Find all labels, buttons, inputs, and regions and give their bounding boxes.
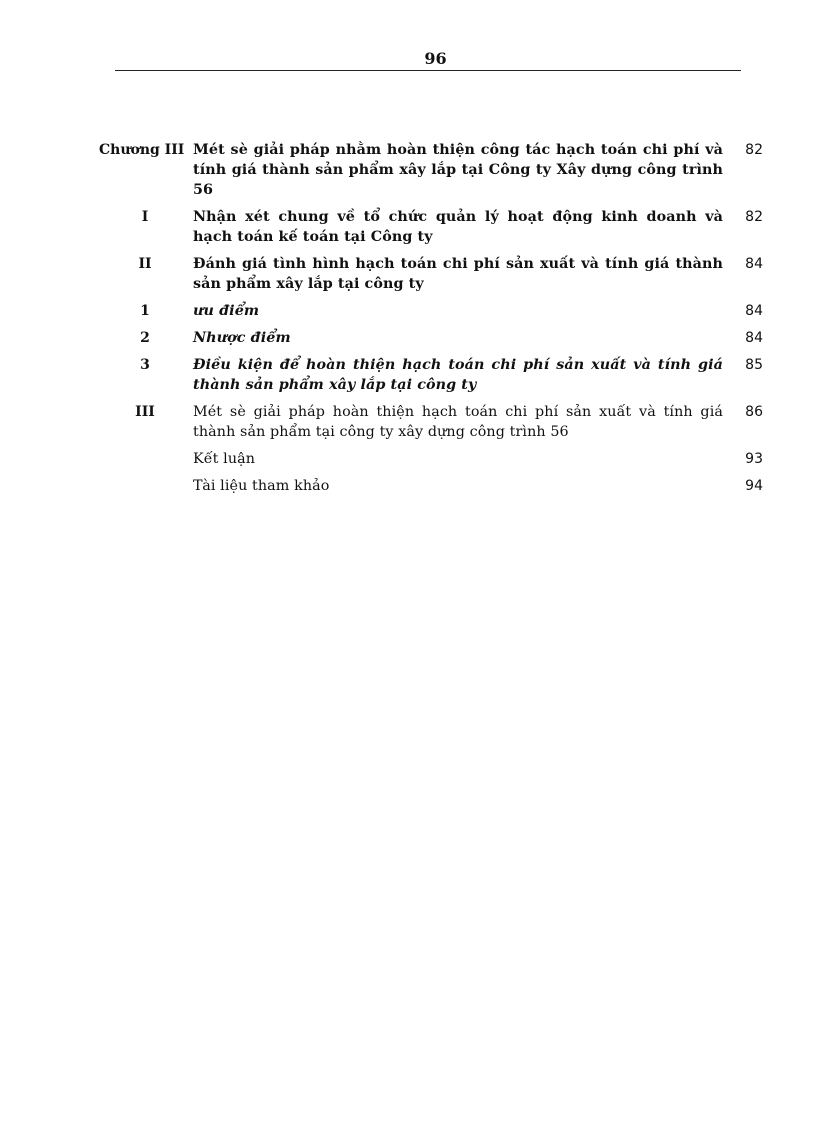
page-number: 96: [424, 49, 447, 68]
toc-row-title: Điều kiện để hoàn thiện hạch toán chi phí sản xuất và tính giá thành sản phẩm xây lắp tại công ty: [193, 357, 723, 393]
toc-row-title: ưu điểm: [193, 303, 260, 319]
toc-row-title: Tài liệu tham khảo: [193, 478, 330, 494]
toc-row-references: [97, 475, 763, 496]
toc-row-page: 84: [745, 303, 763, 319]
toc-row-subsection-1: [97, 300, 763, 321]
toc-row-title: Mét sè giải pháp hoàn thiện hạch toán chi phí sản xuất và tính giá thành sản phẩm tại công ty xây dựng công trình 56: [193, 404, 723, 440]
toc-row-number: [97, 448, 193, 449]
toc-row-number: I: [141, 209, 149, 225]
toc-row-page: 86: [745, 404, 763, 420]
table-of-contents: [97, 139, 763, 502]
toc-row-title: Mét sè giải pháp nhằm hoàn thiện công tác hạch toán chi phí và tính giá thành sản phẩm xây lắp tại Công ty Xây dựng công trình 56: [193, 142, 723, 198]
toc-row-page: 93: [745, 451, 763, 467]
toc-row-page: 84: [745, 256, 763, 272]
toc-row-section-1: [97, 206, 763, 247]
toc-row-number: III: [135, 404, 155, 420]
toc-row-chapter-3: [97, 139, 763, 200]
toc-row-page: 82: [745, 209, 763, 225]
toc-row-conclusion: [97, 448, 763, 469]
toc-row-page: 82: [745, 142, 763, 158]
toc-row-page: 94: [745, 478, 763, 494]
toc-row-number: Chương III: [99, 142, 185, 158]
toc-row-subsection-3: [97, 354, 763, 395]
toc-row-number: 1: [140, 303, 150, 319]
toc-row-title: Nhận xét chung về tổ chức quản lý hoạt động kinh doanh và hạch toán kế toán tại Công ty: [193, 209, 723, 245]
toc-row-title: Kết luận: [193, 451, 256, 467]
toc-row-title: Nhược điểm: [193, 330, 291, 346]
toc-row-number: II: [138, 256, 152, 272]
toc-row-section-2: [97, 253, 763, 294]
toc-row-number: 2: [140, 330, 150, 346]
toc-row-title: Đánh giá tình hình hạch toán chi phí sản xuất và tính giá thành sản phẩm xây lắp tại công ty: [193, 256, 723, 292]
toc-row-subsection-2: [97, 327, 763, 348]
toc-row-page: 85: [745, 357, 763, 373]
header-rule: [115, 70, 741, 71]
toc-row-section-3: [97, 401, 763, 442]
toc-row-page: 84: [745, 330, 763, 346]
toc-row-number: [97, 475, 193, 476]
toc-row-number: 3: [140, 357, 150, 373]
